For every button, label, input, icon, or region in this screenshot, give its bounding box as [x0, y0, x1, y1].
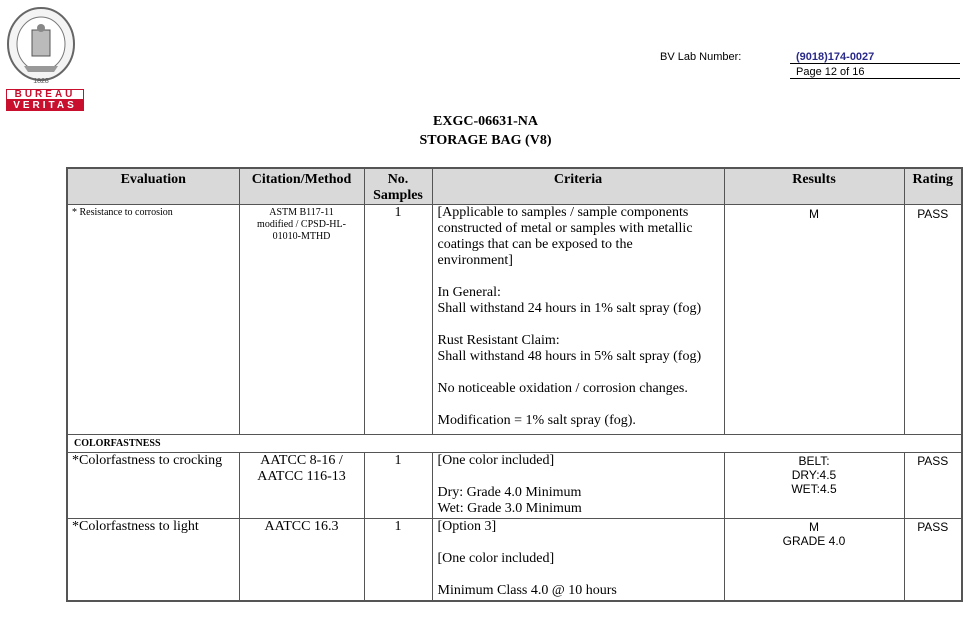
evaluation-table: [66, 167, 963, 602]
samples-cell: 1: [364, 205, 432, 435]
criteria-cell: [432, 519, 724, 601]
citation-line: AATCC 116-13: [257, 469, 346, 484]
lab-number-label: BV Lab Number:: [660, 51, 742, 63]
rating-cell: PASS: [904, 519, 962, 601]
result-line: WET:4.5: [791, 482, 837, 496]
table-row: [67, 519, 962, 601]
criteria-line: Minimum Class 4.0 @ 10 hours: [437, 583, 617, 598]
header-results: Results: [724, 168, 904, 205]
result-line: DRY:4.5: [791, 468, 837, 482]
header-samples: [364, 168, 432, 205]
product-name: STORAGE BAG (V8): [419, 133, 552, 148]
criteria-line: environment]: [437, 253, 513, 268]
header-criteria: Criteria: [432, 168, 724, 205]
citation-cell: [239, 205, 364, 435]
results-cell: [724, 453, 904, 519]
evaluation-cell: * Resistance to corrosion: [67, 205, 239, 435]
criteria-line: Rust Resistant Claim:: [437, 333, 560, 348]
criteria-cell: [432, 205, 724, 435]
criteria-line: [Option 3]: [437, 519, 497, 534]
bureau-veritas-logo: [4, 6, 82, 111]
rating-cell: PASS: [904, 453, 962, 519]
criteria-line: No noticeable oxidation / corrosion changes.: [437, 381, 688, 396]
report-code: EXGC-06631-NA: [433, 114, 538, 129]
divider: [790, 78, 960, 79]
rating-cell: PASS: [904, 205, 962, 435]
samples-cell: 1: [364, 519, 432, 601]
table-row: [67, 453, 962, 519]
criteria-line: Shall withstand 24 hours in 1% salt spray (fog): [437, 301, 702, 316]
result-line: GRADE 4.0: [782, 534, 846, 548]
table-row: [67, 205, 962, 435]
criteria-line: coatings that can be exposed to the: [437, 237, 633, 252]
criteria-line: Dry: Grade 4.0 Minimum: [437, 485, 582, 500]
criteria-line: [One color included]: [437, 551, 555, 566]
svg-text:1828: 1828: [33, 78, 49, 85]
lab-number-value: (9018)174-0027: [796, 51, 875, 63]
logo-word-bottom: VERITAS: [6, 100, 84, 111]
header-evaluation: Evaluation: [67, 168, 239, 205]
page-number: Page 12 of 16: [796, 66, 865, 78]
result-line: M: [809, 520, 819, 534]
table-header-row: [67, 168, 962, 205]
citation-cell: [239, 453, 364, 519]
section-row: [67, 435, 962, 453]
evaluation-cell: *Colorfastness to light: [67, 519, 239, 601]
evaluation-cell: *Colorfastness to crocking: [67, 453, 239, 519]
criteria-line: [Applicable to samples / sample components: [437, 205, 689, 220]
logo-seal-icon: [4, 6, 82, 88]
criteria-line: Wet: Grade 3.0 Minimum: [437, 501, 582, 516]
criteria-line: constructed of metal or samples with metallic: [437, 221, 693, 236]
logo-word-top: BUREAU: [6, 89, 84, 100]
citation-cell: AATCC 16.3: [239, 519, 364, 601]
header-rating: Rating: [904, 168, 962, 205]
results-cell: [724, 519, 904, 601]
divider: [790, 63, 960, 64]
result-line: BELT:: [798, 454, 830, 468]
criteria-line: [One color included]: [437, 453, 555, 468]
citation-line: ASTM B117-11: [269, 207, 334, 218]
criteria-cell: [432, 453, 724, 519]
section-title: COLORFASTNESS: [67, 435, 962, 453]
samples-cell: 1: [364, 453, 432, 519]
header-samples-line1: No.: [387, 172, 409, 187]
citation-line: 01010-MTHD: [272, 231, 331, 242]
criteria-line: Shall withstand 48 hours in 5% salt spray (fog): [437, 349, 702, 364]
results-cell: M: [724, 205, 904, 435]
citation-line: AATCC 8-16 /: [260, 453, 343, 468]
header-citation: Citation/Method: [239, 168, 364, 205]
criteria-line: Modification = 1% salt spray (fog).: [437, 413, 636, 428]
criteria-line: In General:: [437, 285, 501, 300]
citation-line: modified / CPSD-HL-: [257, 219, 346, 230]
header-samples-line2: Samples: [373, 188, 423, 203]
